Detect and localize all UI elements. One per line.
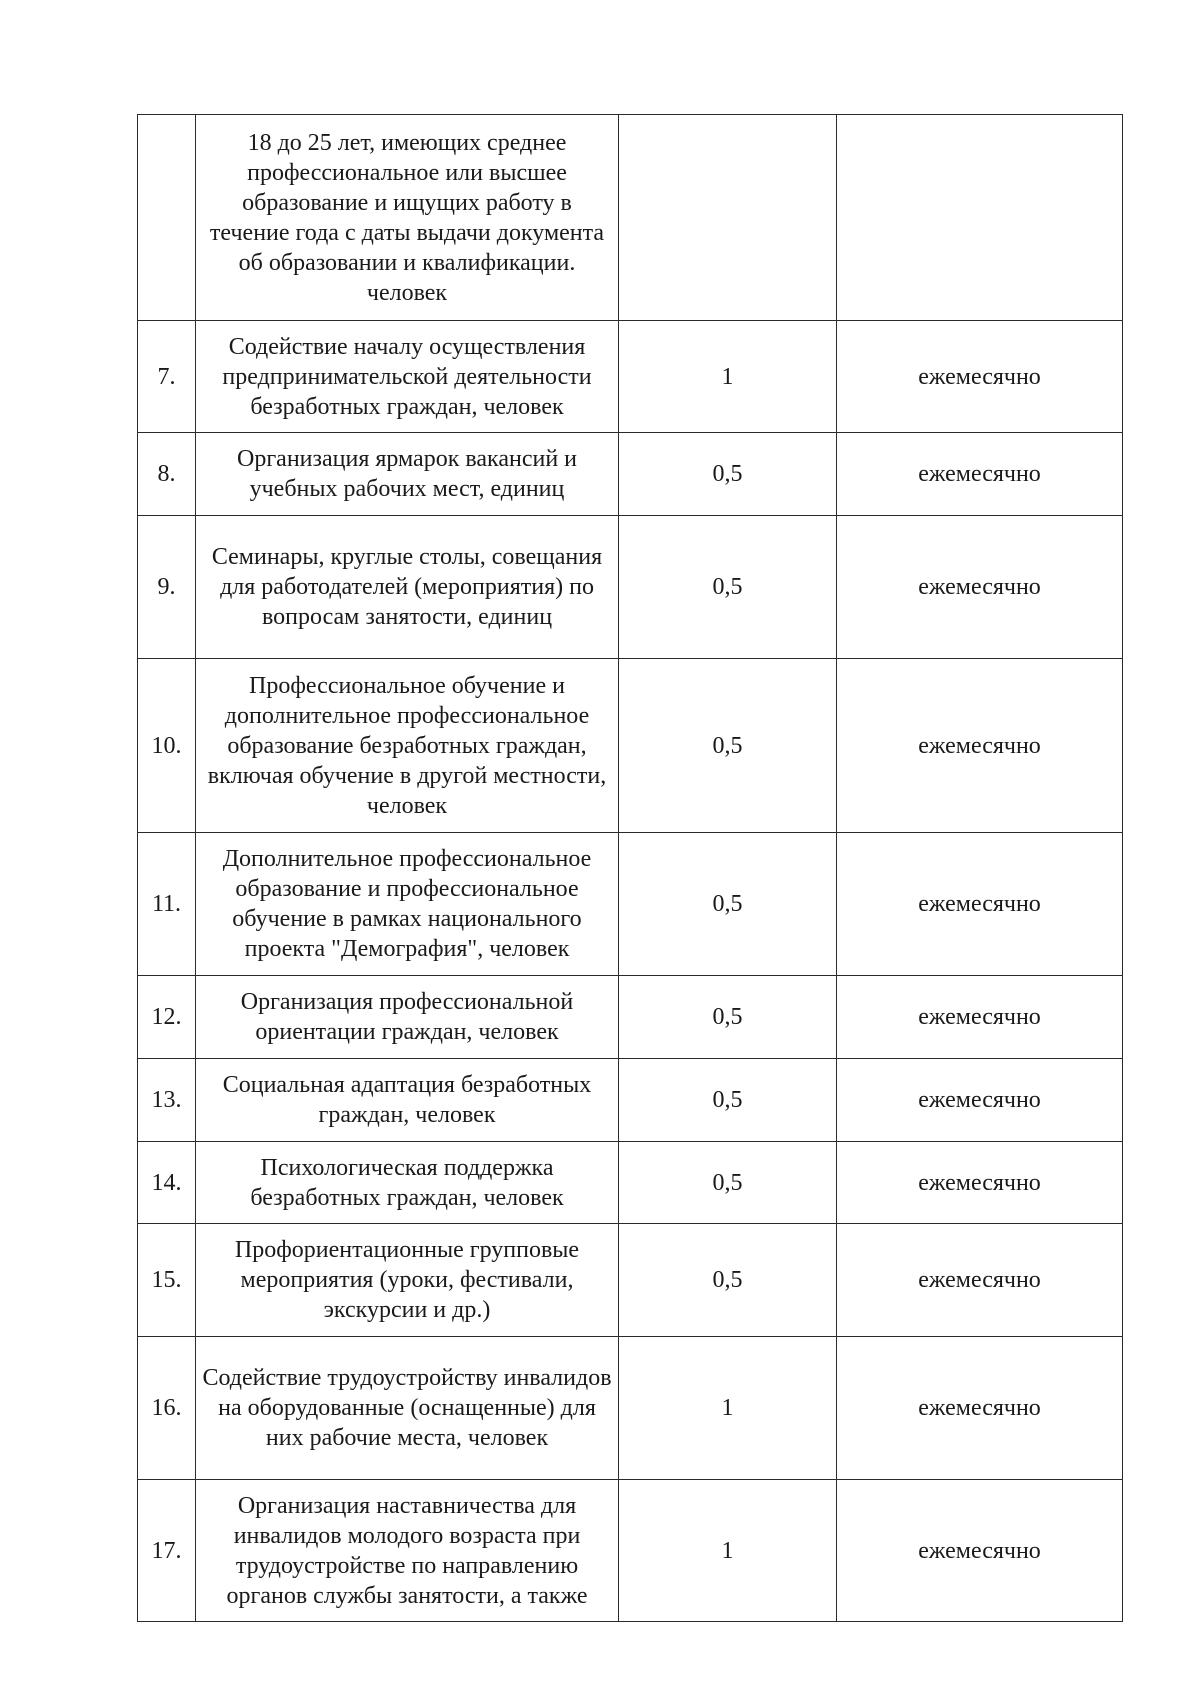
reporting-period [837,115,1123,321]
reporting-period: ежемесячно [837,976,1123,1059]
indicator-value: 0,5 [619,1059,837,1142]
row-number [138,115,196,321]
table-row [138,115,1123,321]
indicator-value: 0,5 [619,659,837,833]
indicators-table [137,114,1123,1622]
indicator-name: Содействие трудоустройству инвалидов на оборудованные (оснащенные) для них рабочие места, человек [196,1337,619,1480]
row-number: 8. [138,433,196,516]
reporting-period: ежемесячно [837,516,1123,659]
indicators-table-body [138,115,1123,1622]
table-row [138,433,1123,516]
reporting-period: ежемесячно [837,1337,1123,1480]
reporting-period: ежемесячно [837,1142,1123,1224]
row-number: 16. [138,1337,196,1480]
indicator-value: 0,5 [619,1224,837,1337]
table-row [138,976,1123,1059]
table-row [138,1059,1123,1142]
row-number: 12. [138,976,196,1059]
indicator-name: Организация ярмарок вакансий и учебных рабочих мест, единиц [196,433,619,516]
row-number: 17. [138,1480,196,1622]
indicator-name: Психологическая поддержка безработных граждан, человек [196,1142,619,1224]
indicator-value: 1 [619,321,837,433]
reporting-period: ежемесячно [837,1480,1123,1622]
indicator-name: Профессиональное обучение и дополнительное профессиональное образование безработных граждан, включая обучение в другой местности, человек [196,659,619,833]
indicator-name: Социальная адаптация безработных граждан, человек [196,1059,619,1142]
reporting-period: ежемесячно [837,659,1123,833]
table-row [138,833,1123,976]
indicator-value: 0,5 [619,976,837,1059]
reporting-period: ежемесячно [837,321,1123,433]
row-number: 9. [138,516,196,659]
reporting-period: ежемесячно [837,1224,1123,1337]
table-row [138,1224,1123,1337]
row-number: 14. [138,1142,196,1224]
indicator-value: 0,5 [619,516,837,659]
table-row [138,516,1123,659]
table-row [138,1142,1123,1224]
indicator-value: 1 [619,1480,837,1622]
row-number: 15. [138,1224,196,1337]
indicator-name: 18 до 25 лет, имеющих среднее профессиональное или высшее образование и ищущих работу в течение года с даты выдачи документа об образовании и квалификации. человек [196,115,619,321]
row-number: 7. [138,321,196,433]
indicator-name: Семинары, круглые столы, совещания для работодателей (мероприятия) по вопросам занятости, единиц [196,516,619,659]
indicator-value: 0,5 [619,433,837,516]
indicator-name: Профориентационные групповые мероприятия (уроки, фестивали, экскурсии и др.) [196,1224,619,1337]
indicator-value: 1 [619,1337,837,1480]
row-number: 13. [138,1059,196,1142]
indicator-name: Организация наставничества для инвалидов молодого возраста при трудоустройстве по направлению органов службы занятости, а также [196,1480,619,1622]
table-row [138,659,1123,833]
reporting-period: ежемесячно [837,1059,1123,1142]
reporting-period: ежемесячно [837,833,1123,976]
indicator-name: Организация профессиональной ориентации граждан, человек [196,976,619,1059]
table-row [138,321,1123,433]
indicator-value [619,115,837,321]
indicator-name: Дополнительное профессиональное образование и профессиональное обучение в рамках национального проекта "Демография", человек [196,833,619,976]
indicator-value: 0,5 [619,833,837,976]
indicator-name: Содействие началу осуществления предпринимательской деятельности безработных граждан, человек [196,321,619,433]
row-number: 11. [138,833,196,976]
row-number: 10. [138,659,196,833]
indicator-value: 0,5 [619,1142,837,1224]
reporting-period: ежемесячно [837,433,1123,516]
table-row [138,1337,1123,1480]
table-row [138,1480,1123,1622]
